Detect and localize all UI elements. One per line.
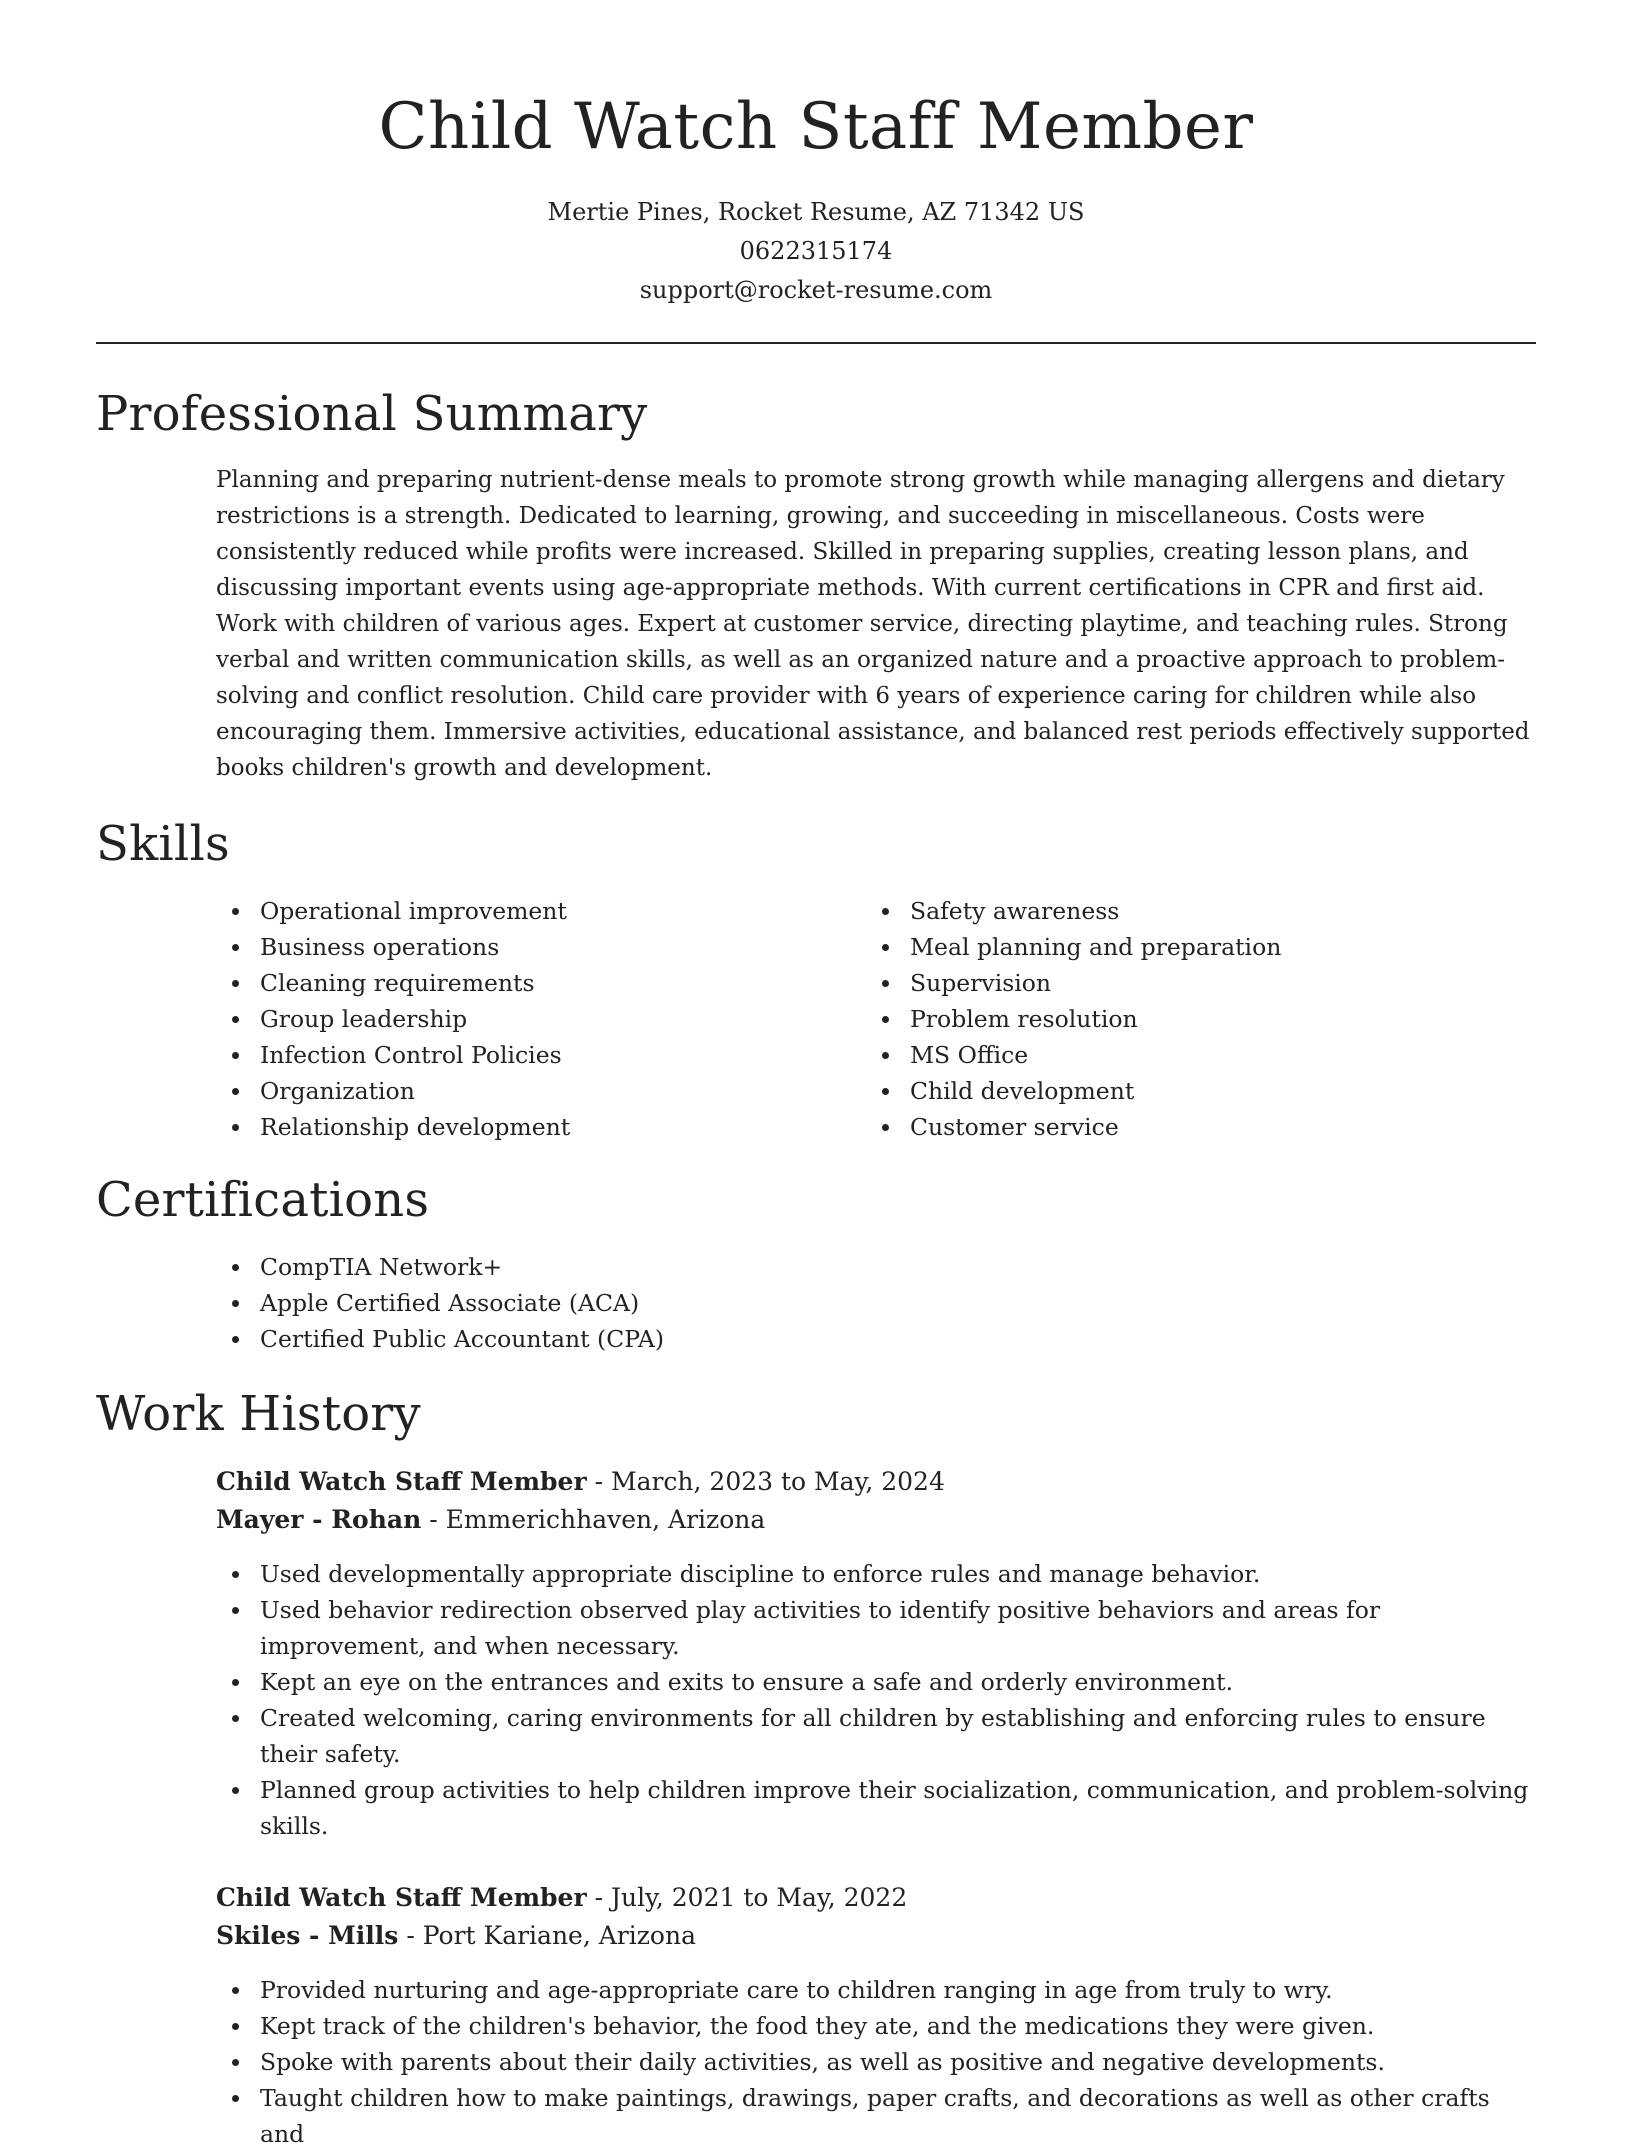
list-item: Kept an eye on the entrances and exits to ensure a safe and orderly environment. [216,1664,1536,1700]
list-item: Cleaning requirements [216,965,836,1001]
list-item: Apple Certified Associate (ACA) [216,1285,1536,1321]
job-company-line [216,1917,696,1955]
list-item: Problem resolution [866,1001,1536,1037]
job-location: - Emmerichhaven, Arizona [421,1505,766,1534]
summary-text: Planning and preparing nutrient-dense meals to promote strong growth while managing allergens and dietary restrictions is a strength. Dedicated to learning, growing, and succeeding in miscellaneous. Costs were consistently reduced while profits were increased. Skilled in preparing supplies, creating lesson plans, and discussing important events using age-appropriate methods. With current certifications in CPR and first aid. Work with children of various ages. Expert at customer service, directing playtime, and teaching rules. Strong verbal and written communication skills, as well as an organized nature and a proactive approach to problem-solving and conflict resolution. Child care provider with 6 years of experience caring for children while also encouraging them. Immersive activities, educational assistance, and balanced rest periods effectively supported books children's growth and development. [216,467,1530,781]
list-item: Relationship development [216,1109,836,1145]
job-company: Mayer - Rohan [216,1505,422,1534]
contact-address: Mertie Pines, Rocket Resume, AZ 71342 US [547,198,1085,226]
job-company-line [216,1501,765,1539]
list-item: Spoke with parents about their daily activities, as well as positive and negative developments. [216,2044,1536,2080]
list-item: Business operations [216,929,836,965]
contact-email: support@rocket-resume.com [639,276,993,304]
list-item: Organization [216,1073,836,1109]
job-dates: - July, 2021 to May, 2022 [586,1883,908,1912]
job-location: - Port Kariane, Arizona [398,1921,696,1950]
skills-list-left [216,893,836,1145]
list-item: Group leadership [216,1001,836,1037]
job-title: Child Watch Staff Member [216,1467,587,1496]
list-item: Customer service [866,1109,1536,1145]
certifications-list [216,1249,1536,1357]
job-title-line [216,1463,945,1501]
skills-heading: Skills [96,816,230,872]
resume-title: Child Watch Staff Member [378,90,1254,164]
list-item: Operational improvement [216,893,836,929]
list-item: Safety awareness [866,893,1536,929]
list-item: Planned group activities to help children improve their socialization, communication, and problem-solving skills. [216,1772,1536,1844]
list-item: Child development [866,1073,1536,1109]
certifications-heading: Certifications [96,1172,430,1228]
job-duties-list [216,1972,1536,2152]
contact-block [0,193,1632,310]
list-item: Meal planning and preparation [866,929,1536,965]
list-item: Kept track of the children's behavior, the food they ate, and the medications they were given. [216,2008,1536,2044]
header-divider [96,342,1536,344]
list-item: Created welcoming, caring environments for all children by establishing and enforcing rules to ensure their safety. [216,1700,1536,1772]
job-dates: - March, 2023 to May, 2024 [586,1467,945,1496]
summary-heading: Professional Summary [96,386,648,442]
skills-list-right [866,893,1536,1145]
list-item: Provided nurturing and age-appropriate care to children ranging in age from truly to wry. [216,1972,1536,2008]
list-item: Certified Public Accountant (CPA) [216,1321,1536,1357]
list-item: Taught children how to make paintings, drawings, paper crafts, and decorations as well as other crafts and [216,2080,1536,2152]
job-duties-list [216,1556,1536,1844]
work-history-heading: Work History [96,1386,421,1442]
list-item: MS Office [866,1037,1536,1073]
job-title: Child Watch Staff Member [216,1883,587,1912]
list-item: Used behavior redirection observed play activities to identify positive behaviors and areas for improvement, and when necessary. [216,1592,1536,1664]
job-company: Skiles - Mills [216,1921,399,1950]
job-title-line [216,1879,907,1917]
list-item: CompTIA Network+ [216,1249,1536,1285]
list-item: Infection Control Policies [216,1037,836,1073]
contact-phone: 0622315174 [739,237,893,265]
list-item: Used developmentally appropriate discipline to enforce rules and manage behavior. [216,1556,1536,1592]
list-item: Supervision [866,965,1536,1001]
